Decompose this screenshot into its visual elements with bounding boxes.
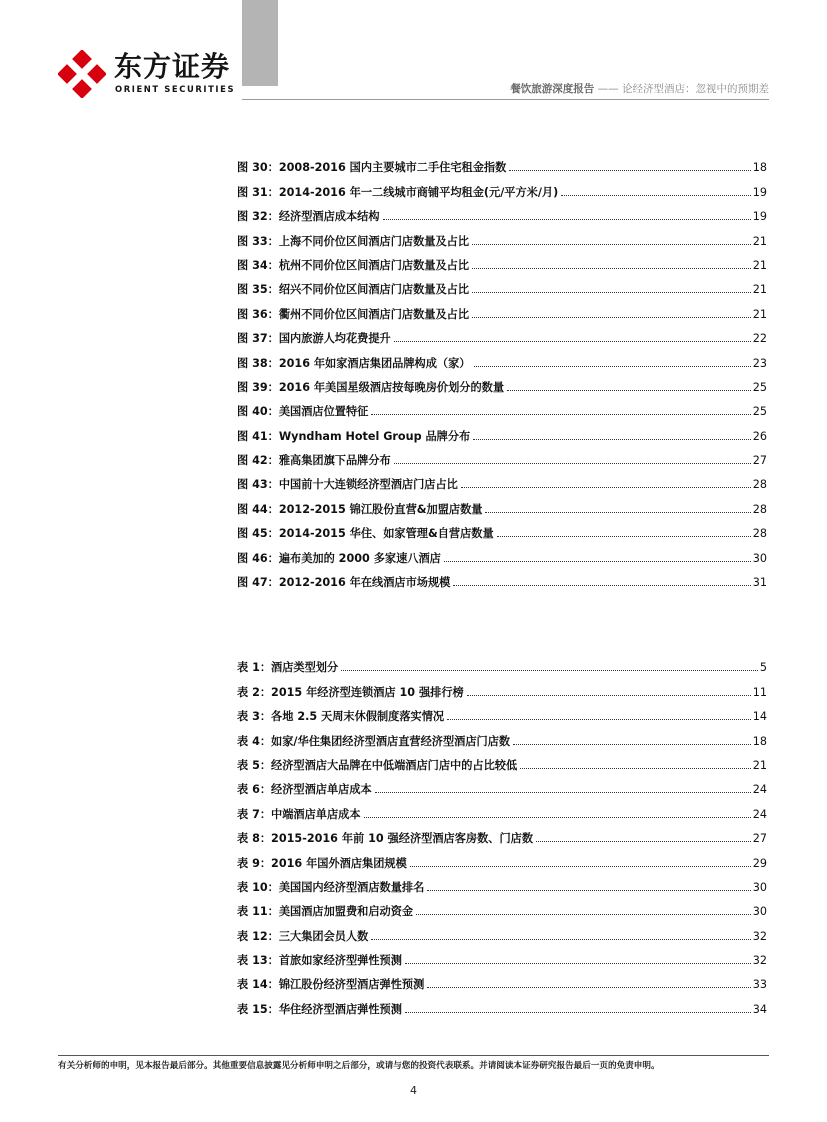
toc-entry-label: 图 39：2016 年美国星级酒店按每晚房价划分的数量 — [237, 380, 505, 394]
toc-entry-label: 表 14：锦江股份经济型酒店弹性预测 — [237, 978, 425, 992]
toc-entry-page: 21 — [752, 307, 767, 321]
toc-table-entry[interactable] — [237, 675, 767, 699]
toc-table-entry[interactable] — [237, 700, 767, 724]
toc-figure-entry[interactable] — [237, 566, 767, 590]
toc-entry-label: 图 31：2014-2016 年一二线城市商铺平均租金(元/平方米/月) — [237, 185, 559, 199]
toc-leader-dots — [405, 1012, 751, 1013]
toc-leader-dots — [383, 219, 751, 220]
toc-table-entry[interactable] — [237, 895, 767, 919]
toc-leader-dots — [472, 268, 751, 269]
toc-leader-dots — [513, 744, 751, 745]
toc-leader-dots — [472, 317, 751, 318]
toc-leader-dots — [371, 939, 750, 940]
toc-entry-label: 图 38：2016 年如家酒店集团品牌构成（家） — [237, 356, 471, 370]
toc-entry-page: 18 — [752, 734, 767, 748]
toc-figure-entry[interactable] — [237, 249, 767, 273]
toc-entry-page: 24 — [752, 807, 767, 821]
toc-leader-dots — [394, 341, 751, 342]
toc-entry-page: 33 — [752, 978, 767, 992]
toc-leader-dots — [427, 890, 750, 891]
toc-leader-dots — [561, 195, 751, 196]
toc-leader-dots — [371, 414, 750, 415]
toc-leader-dots — [461, 487, 751, 488]
toc-leader-dots — [427, 987, 750, 988]
toc-figure-entry[interactable] — [237, 175, 767, 199]
report-type: 餐饮旅游深度报告 — [510, 83, 595, 95]
toc-entry-label: 表 11：美国酒店加盟费和启动资金 — [237, 905, 414, 919]
toc-table-entry[interactable] — [237, 944, 767, 968]
toc-entry-label: 表 1：酒店类型划分 — [237, 661, 339, 675]
toc-entry-page: 21 — [752, 758, 767, 772]
toc-table-entry[interactable] — [237, 651, 767, 675]
toc-entry-page: 30 — [752, 551, 767, 565]
toc-table-entry[interactable] — [237, 749, 767, 773]
toc-figure-entry[interactable] — [237, 297, 767, 321]
toc-entry-label: 图 37：国内旅游人均花费提升 — [237, 332, 391, 346]
toc-leader-dots — [453, 585, 750, 586]
toc-figure-entry[interactable] — [237, 346, 767, 370]
toc-leader-dots — [485, 512, 750, 513]
header-grey-tab — [242, 0, 278, 86]
figures-toc — [237, 151, 767, 590]
toc-leader-dots — [473, 439, 751, 440]
toc-entry-label: 图 36：衢州不同价位区间酒店门店数量及占比 — [237, 307, 470, 321]
toc-entry-label: 图 34：杭州不同价位区间酒店门店数量及占比 — [237, 258, 470, 272]
toc-leader-dots — [472, 244, 751, 245]
toc-leader-dots — [536, 841, 751, 842]
toc-entry-label: 表 13：首旅如家经济型弹性预测 — [237, 954, 402, 968]
toc-entry-label: 图 32：经济型酒店成本结构 — [237, 210, 380, 224]
toc-figure-entry[interactable] — [237, 322, 767, 346]
toc-leader-dots — [474, 366, 751, 367]
toc-entry-page: 21 — [752, 234, 767, 248]
toc-entry-label: 表 10：美国国内经济型酒店数量排名 — [237, 880, 425, 894]
toc-entry-page: 27 — [752, 832, 767, 846]
toc-leader-dots — [507, 390, 751, 391]
toc-entry-page: 27 — [752, 454, 767, 468]
header-rule — [242, 99, 769, 100]
toc-entry-page: 32 — [752, 929, 767, 943]
report-header — [510, 82, 769, 96]
toc-table-entry[interactable] — [237, 846, 767, 870]
toc-leader-dots — [472, 292, 751, 293]
toc-leader-dots — [447, 719, 751, 720]
toc-entry-page: 30 — [752, 905, 767, 919]
toc-figure-entry[interactable] — [237, 200, 767, 224]
toc-entry-page: 21 — [752, 283, 767, 297]
page-number: 4 — [410, 1084, 417, 1097]
toc-leader-dots — [467, 695, 751, 696]
toc-entry-label: 图 47：2012-2016 年在线酒店市场规模 — [237, 576, 451, 590]
toc-entry-label: 表 9：2016 年国外酒店集团规模 — [237, 856, 407, 870]
toc-leader-dots — [394, 463, 751, 464]
toc-entry-page: 29 — [752, 856, 767, 870]
toc-figure-entry[interactable] — [237, 224, 767, 248]
toc-entry-page: 5 — [759, 661, 767, 675]
toc-leader-dots — [497, 536, 751, 537]
toc-entry-page: 25 — [752, 380, 767, 394]
toc-leader-dots — [444, 561, 751, 562]
toc-entry-page: 23 — [752, 356, 767, 370]
toc-leader-dots — [375, 792, 751, 793]
toc-entry-label: 图 43：中国前十大连锁经济型酒店门店占比 — [237, 478, 458, 492]
toc-leader-dots — [509, 170, 750, 171]
toc-entry-page: 14 — [752, 710, 767, 724]
toc-figure-entry[interactable] — [237, 273, 767, 297]
toc-figure-entry[interactable] — [237, 541, 767, 565]
toc-entry-label: 图 33：上海不同价位区间酒店门店数量及占比 — [237, 234, 470, 248]
toc-figure-entry[interactable] — [237, 419, 767, 443]
toc-entry-page: 22 — [752, 332, 767, 346]
tables-toc — [237, 651, 767, 1017]
toc-table-entry[interactable] — [237, 724, 767, 748]
toc-entry-label: 图 42：雅高集团旗下品牌分布 — [237, 454, 391, 468]
toc-entry-label: 图 40：美国酒店位置特征 — [237, 405, 369, 419]
toc-entry-page: 34 — [752, 1002, 767, 1016]
brand-name-en: ORIENT SECURITIES — [115, 84, 236, 94]
toc-entry-label: 表 3：各地 2.5 天周末休假制度落实情况 — [237, 710, 445, 724]
toc-leader-dots — [416, 914, 751, 915]
toc-leader-dots — [405, 963, 751, 964]
toc-table-entry[interactable] — [237, 968, 767, 992]
toc-entry-label: 图 41：Wyndham Hotel Group 品牌分布 — [237, 429, 471, 443]
toc-entry-page: 26 — [752, 429, 767, 443]
toc-leader-dots — [341, 670, 758, 671]
toc-figure-entry[interactable] — [237, 492, 767, 516]
toc-entry-label: 图 35：绍兴不同价位区间酒店门店数量及占比 — [237, 283, 470, 297]
toc-figure-entry[interactable] — [237, 444, 767, 468]
toc-entry-label: 表 2：2015 年经济型连锁酒店 10 强排行榜 — [237, 685, 464, 699]
toc-entry-page: 25 — [752, 405, 767, 419]
toc-table-entry[interactable] — [237, 822, 767, 846]
footer-disclaimer: 有关分析师的申明，见本报告最后部分。其他重要信息披露见分析师申明之后部分，或请与您的投资代表联系。并请阅读本证券研究报告最后一页的免责申明。 — [58, 1061, 660, 1071]
toc-entry-label: 表 4：如家/华住集团经济型酒店直营经济型酒店门店数 — [237, 734, 511, 748]
toc-entry-page: 24 — [752, 783, 767, 797]
toc-entry-label: 图 30：2008-2016 国内主要城市二手住宅租金指数 — [237, 161, 507, 175]
toc-figure-entry[interactable] — [237, 517, 767, 541]
header-separator: —— — [597, 83, 619, 95]
orient-securities-logo — [58, 50, 106, 98]
toc-leader-dots — [364, 817, 751, 818]
toc-entry-page: 30 — [752, 880, 767, 894]
toc-entry-page: 28 — [752, 527, 767, 541]
toc-entry-page: 19 — [752, 210, 767, 224]
toc-entry-page: 28 — [752, 502, 767, 516]
toc-entry-page: 19 — [752, 185, 767, 199]
toc-leader-dots — [520, 768, 751, 769]
toc-entry-page: 21 — [752, 258, 767, 272]
toc-table-entry[interactable] — [237, 919, 767, 943]
toc-entry-label: 表 15：华住经济型酒店弹性预测 — [237, 1002, 402, 1016]
toc-entry-label: 表 7：中端酒店单店成本 — [237, 807, 361, 821]
toc-table-entry[interactable] — [237, 773, 767, 797]
toc-entry-page: 32 — [752, 954, 767, 968]
toc-entry-label: 图 46：遍布美加的 2000 多家速八酒店 — [237, 551, 441, 565]
toc-entry-label: 图 45：2014-2015 华住、如家管理&自营店数量 — [237, 527, 494, 541]
toc-figure-entry[interactable] — [237, 151, 767, 175]
toc-entry-label: 表 12：三大集团会员人数 — [237, 929, 369, 943]
toc-entry-label: 表 6：经济型酒店单店成本 — [237, 783, 372, 797]
toc-figure-entry[interactable] — [237, 395, 767, 419]
toc-entry-page: 11 — [752, 685, 767, 699]
toc-figure-entry[interactable] — [237, 371, 767, 395]
toc-entry-page: 28 — [752, 478, 767, 492]
toc-table-entry[interactable] — [237, 797, 767, 821]
toc-entry-label: 表 8：2015-2016 年前 10 强经济型酒店客房数、门店数 — [237, 832, 534, 846]
toc-leader-dots — [410, 866, 751, 867]
toc-entry-label: 表 5：经济型酒店大品牌在中低端酒店门店中的占比较低 — [237, 758, 518, 772]
brand-name-cn: 东方证券 — [114, 50, 231, 83]
toc-table-entry[interactable] — [237, 871, 767, 895]
toc-figure-entry[interactable] — [237, 468, 767, 492]
toc-entry-page: 31 — [752, 576, 767, 590]
footer-rule — [58, 1055, 769, 1056]
report-title: 论经济型酒店：忽视中的预期差 — [622, 83, 769, 95]
toc-entry-page: 18 — [752, 161, 767, 175]
toc-table-entry[interactable] — [237, 992, 767, 1016]
toc-entry-label: 图 44：2012-2015 锦江股份直营&加盟店数量 — [237, 502, 483, 516]
